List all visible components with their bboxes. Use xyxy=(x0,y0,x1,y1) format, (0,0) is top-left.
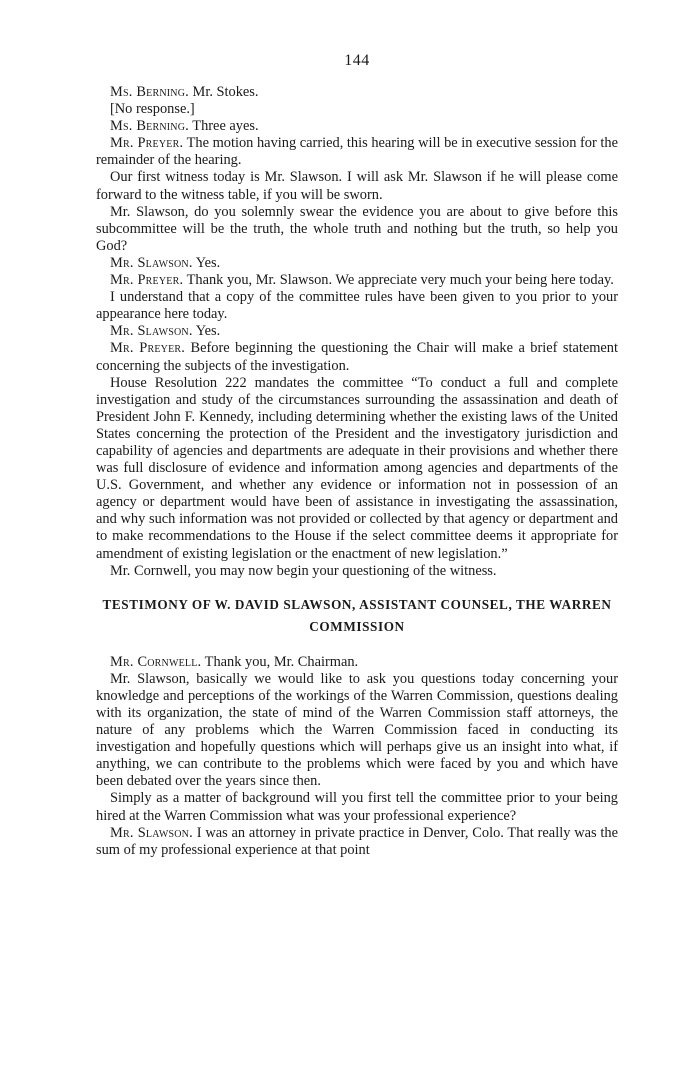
speaker-name: Mr. Preyer. xyxy=(110,272,184,289)
paragraph xyxy=(96,340,618,374)
speaker-name: Mr. Slawson. xyxy=(110,323,193,340)
speaker-name: Mr. Preyer. xyxy=(110,135,184,152)
paragraph xyxy=(96,671,618,791)
paragraph xyxy=(96,255,618,272)
page-number: 144 xyxy=(344,52,370,69)
paragraph xyxy=(96,204,618,255)
paragraph-text: Simply as a matter of background will you first tell the committee prior to your being hired at the Warren Commission what was your professional experience? xyxy=(96,790,618,824)
paragraph xyxy=(96,289,618,323)
paragraph xyxy=(96,272,618,289)
paragraph xyxy=(96,135,618,169)
paragraph xyxy=(96,169,618,203)
speaker-name: Mr. Preyer. xyxy=(110,340,186,357)
paragraph xyxy=(96,790,618,824)
paragraph xyxy=(96,84,618,101)
paragraph xyxy=(96,375,618,563)
paragraph-text: The motion having carried, this hearing will be in executive session for the remainder of the hearing. xyxy=(96,135,618,169)
paragraph-text: Yes. xyxy=(192,254,221,271)
paragraph-text: Mr. Cornwell, you may now begin your questioning of the witness. xyxy=(110,562,497,579)
paragraph-text: Our first witness today is Mr. Slawson. I will ask Mr. Slawson if he will please come forward to the witness table, if you will be sworn. xyxy=(96,169,618,203)
transcript-top xyxy=(96,84,618,580)
paragraph-text: Thank you, Mr. Chairman. xyxy=(201,653,359,670)
paragraph xyxy=(96,825,618,859)
paragraph-text: Mr. Stokes. xyxy=(188,84,259,100)
transcript-bottom xyxy=(96,654,618,859)
speaker-name: Mr. Cornwell. xyxy=(110,653,202,670)
document-page xyxy=(96,52,618,859)
paragraph-text: I understand that a copy of the committee rules have been given to you prior to your appearance here today. xyxy=(96,289,618,323)
section-heading: TESTIMONY OF W. DAVID SLAWSON, ASSISTANT COUNSEL, THE WARREN COMMISSION xyxy=(102,596,612,634)
paragraph-text: Thank you, Mr. Slawson. We appreciate very much your being here today. xyxy=(183,272,614,289)
paragraph xyxy=(96,101,618,118)
speaker-name: Mr. Slawson. xyxy=(110,254,193,271)
speaker-name: Ms. Berning. xyxy=(110,84,189,100)
paragraph-text: Mr. Slawson, basically we would like to ask you questions today concerning your knowledge and perceptions of the workings of the Warren Commission, questions dealing with its organization, the state of mind of the Warren Commission staff attorneys, the nature of any problems which the Warren Commission faced in conducting its investigation and hopefully questions which will perhaps give us an insight into what, if anything, we can contribute to the problems which were faced by you and which have been debated over the years since then. xyxy=(96,670,618,790)
paragraph xyxy=(96,118,618,135)
paragraph-text: Before beginning the questioning the Chair will make a brief statement concerning the subjects of the investigation. xyxy=(96,340,618,374)
speaker-name: Ms. Berning. xyxy=(110,118,189,135)
paragraph-text: Three ayes. xyxy=(188,118,259,135)
paragraph-text: Yes. xyxy=(192,323,221,340)
paragraph-text: Mr. Slawson, do you solemnly swear the evidence you are about to give before this subcommittee will be the truth, the whole truth and nothing but the truth, so help you God? xyxy=(96,203,618,254)
paragraph-text: I was an attorney in private practice in Denver, Colo. That really was the sum of my professional experience at that point xyxy=(96,824,618,858)
paragraph-text: House Resolution 222 mandates the committee “To conduct a full and complete investigation and study of the circumstances surrounding the assassination and death of President John F. Kennedy, including determining whether the existing laws of the United States concerning the protection of the President and the investigatory jurisdiction and capability of agencies and departments are adequate in their provisions and whether there was full disclosure of evidence and information among agencies and departments of the U.S. Government, and whether any evidence or information not in possession of an agency or department would have been of assistance in investigating the assassination, and why such information was not provided or collected by that agency or department and to make recommendations to the House if the select committee deems it appropriate for amendment of existing legislation or the enactment of new legislation.” xyxy=(96,374,618,562)
paragraph xyxy=(96,654,618,671)
paragraph xyxy=(96,323,618,340)
speaker-name: Mr. Slawson. xyxy=(110,824,193,841)
paragraph-text: [No response.] xyxy=(110,101,195,118)
paragraph xyxy=(96,563,618,580)
